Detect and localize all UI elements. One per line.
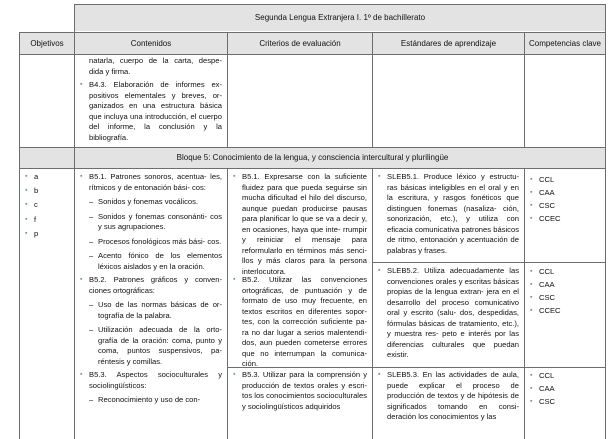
- content-b5-3: B5.3. Aspectos socioculturales y sociolingüísticos:: [89, 370, 222, 390]
- list-item: ▪ CAA: [530, 188, 555, 197]
- bullet-icon: ▪: [530, 281, 533, 288]
- bullet-icon: ▪: [80, 276, 83, 283]
- bullet-icon: ▪: [233, 276, 236, 283]
- bullet-icon: ▪: [80, 371, 83, 378]
- dash-icon: –: [89, 251, 94, 260]
- list-item: ▪ CSC: [530, 293, 556, 302]
- list-item: [80, 172, 222, 272]
- objetivos-cell: [25, 172, 70, 243]
- bullet-icon: ▪: [378, 267, 381, 274]
- bullet-icon: ▪: [80, 173, 83, 180]
- criterio-b5-1: ▪ B5.1. Expresarse con la suficiente fluidez para que pueda seguirse sin mucha dificultad el hilo del discurso, aunque puedan producirse pausas para planificar lo que se va a decir y, en ocasiones, haya que inte- rrumpir y reiniciar el mensaje para reformularlo en términos más senci- llos y más claros para la persona interlocutora.: [233, 172, 367, 276]
- bullet-icon: ▪: [80, 81, 83, 88]
- header-estandares: Estándares de aprendizaje: [400, 38, 497, 48]
- sub-item: – Utilización adecuada de la orto- grafía de la oración: coma, punto y coma, puntos suspensivos, pa- réntesis y comillas.: [89, 325, 222, 366]
- bullet-icon: ▪: [378, 173, 381, 180]
- table-title: Segunda Lengua Extranjera I. 1º de bachillerato: [254, 13, 426, 22]
- dash-icon: –: [89, 395, 94, 404]
- bullet-icon: ▪: [530, 215, 533, 222]
- list-item: ▪ CCL: [530, 371, 555, 380]
- sub-item: – Sonidos y fonemas vocálicos.: [89, 197, 199, 206]
- content-b5-2: B5.2. Patrones gráficos y conven- ciones ortográficas:: [89, 275, 222, 295]
- dash-icon: –: [89, 300, 94, 309]
- bullet-icon: ▪: [25, 173, 28, 180]
- criterio-b5-2: ▪ B5.2. Utilizar las convenciones ortográficas, de puntuación y de formato de uso muy frecuente, en textos escritos en diferentes sopor- tes, con la corrección suficiente pa- ra no dar lugar a serios malentendi- dos, aun pueden cometerse errores que no interrumpan la comunica- ción.: [233, 275, 367, 368]
- list-item: ▪ CSC: [530, 201, 556, 210]
- header-contenidos: Contenidos: [130, 38, 172, 48]
- sub-item: – Acento fónico de los elementos léxicos aislados y en la oración.: [89, 251, 222, 271]
- content-b5-1: B5.1. Patrones sonoros, acentua- les, rítmicos y de entonación bási- cos:: [89, 172, 222, 192]
- list-item: ▪ p: [25, 228, 39, 238]
- estandar-b5-1: ▪ SLEB5.1. Produce léxico y estructu- ras básicas inteligibles en el oral y en la escritura, y rasgos fonéticos que distinguen fonemas (nasaliza- ción, sonorización, etc.), y utiliza con eficacia comunicativa patrones básicos de ritmo, entonación y acentuación de palabras y frases.: [378, 172, 519, 255]
- dash-icon: –: [89, 197, 94, 206]
- competencias-group-2: [530, 267, 600, 319]
- dash-icon: –: [89, 325, 94, 334]
- bullet-icon: ▪: [530, 398, 533, 405]
- estandar-b5-2: ▪ SLEB5.2. Utiliza adecuadamente las convenciones orales y escritas básicas propias de la lengua extran- jera en el desarrollo del proceso comunicativo oral y escrito (salu- dos, despedidas, fórmulas básicas de tratamiento, etc.), y muestra res- peto e interés por las diferencias culturales que puedan existir.: [378, 266, 519, 359]
- bullet-icon: ▪: [530, 385, 533, 392]
- bullet-icon: ▪: [530, 202, 533, 209]
- bullet-icon: ▪: [25, 215, 28, 223]
- content-b4-3: B4.3. Elaboración de informes ex- positivos elementales y breves, or- ganizados en una estructura básica que incluya una introducción, el cuerpo del informe, la conclusión y la bibliografía.: [89, 80, 222, 142]
- sub-item: – Procesos fonológicos más bási- cos.: [89, 236, 222, 246]
- bullet-icon: ▪: [530, 189, 533, 196]
- competencias-group-3: [530, 371, 600, 410]
- bullet-icon: ▪: [378, 371, 381, 378]
- header-criterios: Criterios de evaluación: [259, 38, 341, 48]
- header-objetivos: Objetivos: [30, 38, 64, 48]
- sub-item: – Uso de las normas básicas de or- tografía de la palabra.: [89, 300, 222, 320]
- sub-item: – Reconocimiento y uso de con-: [89, 395, 201, 404]
- cont-line-1: natarla, cuerpo de la carta, despe-: [89, 56, 222, 65]
- bullet-icon: ▪: [530, 294, 533, 301]
- bullet-icon: ▪: [233, 173, 236, 180]
- list-item: [80, 275, 222, 367]
- bullet-icon: ▪: [530, 176, 533, 183]
- continuation-contenidos: [80, 56, 222, 143]
- bullet-icon: ▪: [530, 307, 533, 314]
- estandar-b5-3: ▪ SLEB5.3. En las actividades de aula, puede explicar el proceso de producción de textos y de hipótesis de significados tomando en consi- deración los conocimientos y las: [378, 370, 519, 421]
- dash-icon: –: [89, 236, 94, 246]
- criterio-b5-3: ▪ B5.3. Utilizar para la comprensión y producción de textos orales y escri- tos los conocimientos socioculturales y sociolingüísticos adquiridos: [233, 370, 367, 411]
- header-competencias: Competencias clave: [528, 38, 602, 48]
- list-item: ▪ CCEC: [530, 306, 561, 315]
- sub-item: – Sonidos y fonemas consonánti- cos y sus agrupaciones.: [89, 211, 222, 231]
- list-item: ▪ CCEC: [530, 214, 561, 223]
- cont-line-2: dida y firma.: [89, 66, 131, 76]
- list-item: [80, 80, 222, 143]
- list-item: ▪ CCL: [530, 267, 555, 276]
- list-item: ▪ c: [25, 200, 38, 210]
- block5-title: Bloque 5: Conocimiento de la lengua, y consciencia intercultural y plurilingüe: [176, 153, 449, 162]
- list-item: ▪ b: [25, 186, 39, 196]
- list-item: ▪ CCL: [530, 175, 555, 184]
- bullet-icon: ▪: [25, 201, 28, 209]
- list-item: ▪ f: [25, 214, 37, 224]
- bullet-icon: ▪: [233, 371, 236, 378]
- contenidos-cell: [80, 172, 222, 439]
- bullet-icon: ▪: [530, 372, 533, 379]
- list-item: ▪ a: [25, 172, 39, 181]
- bullet-icon: ▪: [530, 268, 533, 275]
- list-item: ▪ CSC: [530, 397, 556, 406]
- list-item: ▪ CAA: [530, 384, 555, 393]
- competencias-group-1: [530, 175, 600, 227]
- bullet-icon: ▪: [25, 187, 28, 195]
- dash-icon: –: [89, 211, 94, 221]
- objetivos-list: [25, 172, 70, 243]
- list-item: [80, 370, 222, 406]
- list-item: ▪ CAA: [530, 280, 555, 289]
- bullet-icon: ▪: [25, 229, 28, 237]
